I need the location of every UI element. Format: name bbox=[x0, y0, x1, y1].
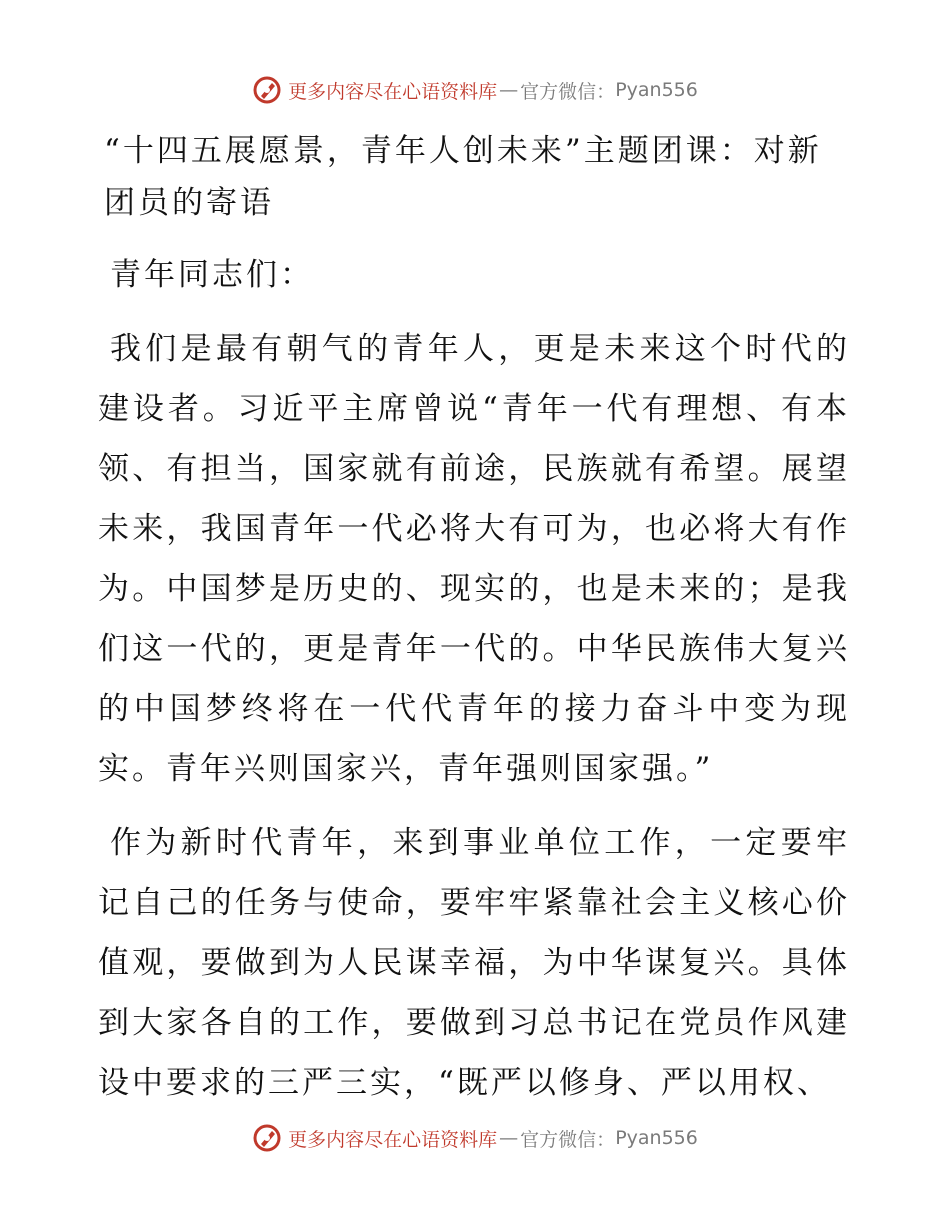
document-body bbox=[98, 125, 850, 1127]
circle-pen-logo-icon bbox=[252, 75, 282, 105]
banner-wechat-label: 官方微信： bbox=[520, 1128, 616, 1151]
banner-wechat-id: Pyan556 bbox=[615, 1127, 698, 1149]
banner-site-text: 更多内容尽在心语资料库 bbox=[288, 1128, 498, 1151]
banner-separator: — bbox=[499, 1127, 519, 1149]
paragraph: 作为新时代青年，来到事业单位工作，一定要牢记自己的任务与使命，要牢牢紧靠社会主义核心价值观，要做到为人民谋幸福，为中华谋复兴。具体到大家各自的工作，要做到习总书记在党员作风建设中要求的三严三实，“既严以修身、严以用权、 bbox=[98, 825, 850, 1101]
paragraph: 我们是最有朝气的青年人，更是未来这个时代的建设者。习近平主席曾说“青年一代有理想、有本领、有担当，国家就有前途，民族就有希望。展望未来，我国青年一代必将大有可为，也必将大有作为。中国梦是历史的、现实的，也是未来的；是我们这一代的，更是青年一代的。中华民族伟大复兴的中国梦终将在一代代青年的接力奋斗中变为现实。青年兴则国家兴，青年强则国家强。” bbox=[98, 331, 850, 787]
banner-separator: — bbox=[499, 79, 519, 101]
header-banner bbox=[0, 70, 950, 110]
banner-site-text: 更多内容尽在心语资料库 bbox=[288, 80, 498, 103]
document-title: “十四五展愿景，青年人创未来”主题团课：对新团员的寄语 bbox=[104, 133, 822, 221]
footer-banner bbox=[0, 1118, 950, 1158]
banner-wechat-label: 官方微信： bbox=[520, 80, 616, 103]
banner-wechat-id: Pyan556 bbox=[615, 79, 698, 101]
document-greeting: 青年同志们： bbox=[110, 257, 314, 293]
circle-pen-logo-icon bbox=[252, 1123, 282, 1153]
